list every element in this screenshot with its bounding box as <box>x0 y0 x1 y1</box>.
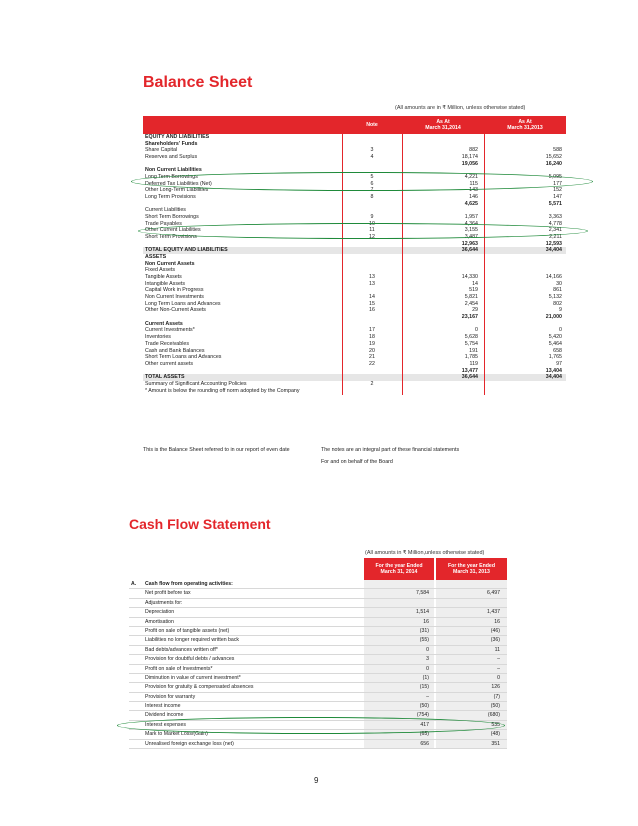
row-label: Current Liabilities <box>145 207 186 214</box>
row-value-2014: (31) <box>419 627 429 634</box>
header-blank-cell <box>143 116 342 134</box>
row-label: Mark to Market Loss/(Gain) <box>145 731 208 738</box>
row-label: Diminution in value of current investment* <box>145 674 241 681</box>
row-value-2013: 535 <box>491 721 500 728</box>
balance-sheet-row <box>143 374 566 381</box>
balance-sheet-row <box>143 274 566 281</box>
row-value-2014: 12,963 <box>461 240 478 247</box>
row-value-2013: 4,778 <box>548 220 562 227</box>
row-label: Other current assets <box>145 360 193 367</box>
row-label: Interest income <box>145 703 181 710</box>
row-value-2013: (46) <box>490 627 500 634</box>
row-label: Short Term Borrowings <box>145 214 199 221</box>
row-value-2013: 14,166 <box>545 274 562 281</box>
cash-flow-row <box>129 608 507 617</box>
row-label: Profit on sale of tangible assets (net) <box>145 627 230 634</box>
row-value-2013: 2,211 <box>549 234 562 241</box>
cf-header-col-2013: For the year Ended March 31, 2013 <box>436 558 507 580</box>
row-value-2013: – <box>497 656 500 663</box>
row-value-2013: 16 <box>494 618 500 625</box>
balance-sheet-row <box>143 207 566 214</box>
row-label: Current Investments* <box>145 327 195 334</box>
balance-sheet-row <box>143 314 566 321</box>
row-value-2014: 29 <box>472 307 478 314</box>
row-value-2014: 19,056 <box>461 160 478 167</box>
row-value-2013: (36) <box>490 637 500 644</box>
cf-header-col-2014: For the year Ended March 31, 2014 <box>364 558 434 580</box>
cash-flow-amounts-note: (All amounts in ₹ Million,unless otherwise stated) <box>365 550 485 556</box>
row-label: Share Capital <box>145 147 178 154</box>
row-value-2013: 0 <box>559 327 562 334</box>
row-value-2013: (7) <box>493 693 500 700</box>
row-label: Fixed Assets <box>145 267 176 274</box>
row-label: Current Assets <box>145 320 183 327</box>
row-label: Other Current Liabilities <box>145 227 201 234</box>
row-value-2013: 97 <box>556 360 562 367</box>
row-note: 11 <box>369 227 375 234</box>
balance-sheet-footer-cut: For and on behalf of the Board <box>321 459 393 463</box>
cash-flow-row <box>129 702 507 711</box>
row-value-2013: 13,404 <box>545 367 562 374</box>
row-value-2013: 6,497 <box>487 590 500 597</box>
row-note: 19 <box>369 340 375 347</box>
row-value-2013: (48) <box>490 731 500 738</box>
row-label: Depreciation <box>145 609 175 616</box>
row-value-2014: 2,454 <box>464 300 478 307</box>
row-value-2014: 519 <box>469 287 478 294</box>
row-value-2014: 3 <box>426 656 429 663</box>
row-value-2013: 147 <box>553 194 562 201</box>
row-label: Cash flow from operating activities: <box>145 581 233 587</box>
balance-sheet-row <box>143 214 566 221</box>
row-value-2013: 21,000 <box>545 314 562 321</box>
row-label: * Amount is below the rounding off norm adopted by the Company <box>145 387 300 394</box>
row-note: 4 <box>370 154 374 161</box>
cash-flow-row <box>129 683 507 692</box>
row-value-2013: 2,341 <box>548 227 562 234</box>
row-label: Capital Work in Progress <box>145 287 204 294</box>
cash-flow-row <box>129 580 507 589</box>
row-label: Short Term Provisions <box>145 234 197 241</box>
row-value-2014: 4,221 <box>464 174 478 181</box>
balance-sheet-row <box>143 201 566 208</box>
row-label: Provision for warranty <box>145 693 196 700</box>
cash-flow-row <box>129 655 507 664</box>
row-label: Non Current Liabilities <box>145 167 202 174</box>
row-label: Shareholders' Funds <box>145 140 198 147</box>
row-value-2014: 36,644 <box>461 374 478 381</box>
row-value-2014: 16 <box>423 618 429 625</box>
row-label: Long Term Loans and Advances <box>145 300 221 307</box>
row-note: 14 <box>369 294 375 301</box>
balance-sheet-row <box>143 321 566 328</box>
row-note: 7 <box>370 187 374 194</box>
column-divider <box>342 116 343 395</box>
row-label: Adjustments for: <box>145 599 183 606</box>
row-label: Amortisation <box>145 618 174 625</box>
row-label: Cash and Bank Balances <box>145 347 205 354</box>
row-value-2013: 152 <box>553 187 562 194</box>
row-value-2013: 30 <box>556 280 562 287</box>
cash-flow-title: Cash Flow Statement <box>129 516 271 532</box>
row-value-2014: 417 <box>420 721 429 728</box>
row-value-2014: 3,487 <box>464 234 478 241</box>
row-note: 18 <box>369 334 375 341</box>
row-value-2013: 5,132 <box>548 294 562 301</box>
row-label: Provision for gratuity & compensated absences <box>145 684 254 691</box>
row-label: Short Term Loans and Advances <box>145 354 222 361</box>
row-value-2014: (1) <box>422 674 429 681</box>
row-value-2013: 861 <box>553 287 562 294</box>
row-value-2014: 14,330 <box>461 274 478 281</box>
highlight-ellipse-long-term-borrowings <box>131 172 593 191</box>
balance-sheet-row <box>143 154 566 161</box>
balance-sheet-row <box>143 388 566 395</box>
row-value-2014: 3,155 <box>464 227 478 234</box>
row-value-2013: 177 <box>553 180 562 187</box>
row-note: 17 <box>369 327 375 334</box>
row-value-2014: 1,957 <box>464 214 478 221</box>
balance-sheet-row <box>143 161 566 168</box>
cash-flow-row <box>129 599 507 608</box>
row-value-2014: 5,754 <box>464 340 478 347</box>
cash-flow-row <box>129 636 507 645</box>
row-value-2014: 882 <box>469 147 478 154</box>
row-label: Provision for doubtful debts / advances <box>145 656 235 663</box>
row-value-2013: 588 <box>553 147 562 154</box>
balance-sheet-title: Balance Sheet <box>143 74 253 91</box>
balance-sheet-row <box>143 261 566 268</box>
row-value-2013: 9 <box>559 307 562 314</box>
balance-sheet-row <box>143 194 566 201</box>
cash-flow-row <box>129 589 507 598</box>
row-value-2014: 0 <box>426 665 429 672</box>
balance-sheet-table <box>143 116 566 394</box>
row-note: 22 <box>369 360 375 367</box>
balance-sheet-row <box>143 267 566 274</box>
balance-sheet-row <box>143 327 566 334</box>
row-value-2013: 16,240 <box>545 160 562 167</box>
row-label: ASSETS <box>145 254 167 261</box>
balance-sheet-row <box>143 301 566 308</box>
row-label: Deferred Tax Liabilities (Net) <box>145 180 212 187</box>
row-label: Liabilities no longer required written back <box>145 637 240 644</box>
balance-sheet-header <box>143 116 566 134</box>
row-label: Net profit before tax <box>145 590 191 597</box>
row-note: 6 <box>370 180 374 187</box>
row-value-2014: 13,477 <box>461 367 478 374</box>
row-value-2013: 1,437 <box>487 609 500 616</box>
row-value-2014: 18,174 <box>461 154 478 161</box>
row-note: 20 <box>369 347 375 354</box>
balance-sheet-row <box>143 334 566 341</box>
row-value-2013: 3,363 <box>548 214 562 221</box>
row-value-2014: 0 <box>426 646 429 653</box>
row-value-2014: – <box>426 693 429 700</box>
value-cell-bg <box>436 599 507 607</box>
balance-sheet-row <box>143 241 566 248</box>
balance-sheet-footer-left: This is the Balance Sheet referred to in our report of even date <box>143 447 290 453</box>
column-divider <box>402 116 403 395</box>
balance-sheet-row <box>143 307 566 314</box>
row-label: Dividend income <box>145 712 184 719</box>
row-label: Tangible Assets <box>145 274 182 281</box>
balance-sheet-row <box>143 341 566 348</box>
row-value-2014: (50) <box>419 703 429 710</box>
row-value-2013: 658 <box>553 347 562 354</box>
header-note: Note <box>342 116 402 134</box>
row-note: 13 <box>369 280 375 287</box>
row-value-2014: (754) <box>416 712 429 719</box>
value-cell-bg <box>364 599 434 607</box>
row-value-2014: 1,514 <box>416 609 429 616</box>
row-note: 16 <box>369 307 375 314</box>
row-label: Bad debts/advances written off* <box>145 646 218 653</box>
balance-sheet-row <box>143 287 566 294</box>
row-note: 8 <box>370 194 374 201</box>
header-col-2014: As At March 31,2014 <box>402 116 484 134</box>
balance-sheet-row <box>143 134 566 141</box>
value-cell-bg <box>436 580 507 588</box>
row-note: 13 <box>369 274 375 281</box>
row-value-2014: (65) <box>419 731 429 738</box>
row-label: Interest expenses <box>145 721 186 728</box>
row-note: 21 <box>369 354 375 361</box>
row-note: 3 <box>370 147 374 154</box>
row-label: Non Current Assets <box>145 260 195 267</box>
row-value-2014: 115 <box>469 180 478 187</box>
row-value-2013: 351 <box>491 740 500 747</box>
balance-sheet-row <box>143 147 566 154</box>
highlight-ellipse-interest-expenses <box>117 717 505 734</box>
row-value-2013: (680) <box>487 712 500 719</box>
balance-sheet-amounts-note: (All amounts are in ₹ Million, unless otherwise stated) <box>395 105 526 111</box>
balance-sheet-row <box>143 254 566 261</box>
row-label: Summary of Significant Accounting Policies <box>145 380 247 387</box>
balance-sheet-row <box>143 141 566 148</box>
row-value-2014: 656 <box>420 740 429 747</box>
header-col-2013: As At March 31,2013 <box>484 116 566 134</box>
balance-sheet-row <box>143 281 566 288</box>
row-value-2014: 5,628 <box>464 334 478 341</box>
balance-sheet-row <box>143 354 566 361</box>
row-label: Long Term Provisions <box>145 194 196 201</box>
row-label: Inventories <box>145 334 171 341</box>
page-number: 9 <box>314 776 319 785</box>
row-value-2014: (55) <box>419 637 429 644</box>
row-value-2013: 15,652 <box>545 154 562 161</box>
row-value-2013: 11 <box>494 646 500 653</box>
row-label: Other Long-Term Liabilities <box>145 187 209 194</box>
row-value-2014: 7,584 <box>416 590 429 597</box>
row-value-2013: 34,404 <box>545 374 562 381</box>
row-label: Trade Payables <box>145 220 182 227</box>
row-note: 9 <box>370 214 374 221</box>
row-label: Intangible Assets <box>145 280 186 287</box>
cash-flow-row <box>129 665 507 674</box>
row-label: Reserves and Surplus <box>145 154 198 161</box>
cash-flow-row <box>129 618 507 627</box>
row-value-2013: 0 <box>497 674 500 681</box>
row-section: A. <box>131 581 137 587</box>
row-value-2013: 34,404 <box>545 247 562 254</box>
balance-sheet-row <box>143 348 566 355</box>
row-value-2014: 4,625 <box>464 200 478 207</box>
row-label: Long Term Borrowings <box>145 174 198 181</box>
cash-flow-header <box>129 558 507 580</box>
column-divider <box>484 116 485 395</box>
row-value-2014: 0 <box>475 327 478 334</box>
cash-flow-row <box>129 674 507 683</box>
row-value-2014: 1,785 <box>464 354 478 361</box>
row-label: Profit on sale of Investments* <box>145 665 213 672</box>
row-label: Unrealised foreign exchange loss (net) <box>145 740 234 747</box>
value-cell-bg <box>364 580 434 588</box>
balance-sheet-row <box>143 294 566 301</box>
row-value-2014: 4,364 <box>464 220 478 227</box>
row-value-2013: 5,571 <box>548 200 562 207</box>
row-note: 15 <box>369 300 375 307</box>
row-value-2014: 36,644 <box>461 247 478 254</box>
row-value-2014: 146 <box>469 194 478 201</box>
row-value-2014: 143 <box>469 187 478 194</box>
cash-flow-row <box>129 627 507 636</box>
balance-sheet-row <box>143 361 566 368</box>
row-value-2014: 191 <box>469 347 478 354</box>
row-value-2013: – <box>497 665 500 672</box>
row-value-2013: 802 <box>553 300 562 307</box>
row-value-2014: 23,167 <box>461 314 478 321</box>
row-label: Trade Receivables <box>145 340 189 347</box>
row-value-2013: 5,420 <box>548 334 562 341</box>
cash-flow-row <box>129 646 507 655</box>
balance-sheet-row <box>143 368 566 375</box>
balance-sheet-footer-right: The notes are an integral part of these financial statements <box>321 447 460 453</box>
row-label: Non Current Investments <box>145 294 204 301</box>
highlight-ellipse-short-term-borrowings <box>138 220 588 239</box>
row-label: TOTAL EQUITY AND LIABILITIES <box>145 247 228 254</box>
balance-sheet-row <box>143 247 566 254</box>
row-value-2013: (50) <box>490 703 500 710</box>
row-note: 2 <box>370 380 374 387</box>
row-value-2013: 126 <box>491 684 500 691</box>
row-value-2014: 14 <box>472 280 478 287</box>
row-value-2014: (15) <box>419 684 429 691</box>
row-note: 5 <box>370 174 374 181</box>
row-label: TOTAL ASSETS <box>145 374 185 381</box>
row-value-2014: 119 <box>469 360 478 367</box>
row-value-2013: 12,593 <box>545 240 562 247</box>
row-value-2014: 5,821 <box>464 294 478 301</box>
balance-sheet-row <box>143 381 566 388</box>
row-value-2013: 5,464 <box>548 340 562 347</box>
row-note: 10 <box>369 220 375 227</box>
cash-flow-row <box>129 740 507 749</box>
row-value-2013: 5,095 <box>548 174 562 181</box>
cash-flow-row <box>129 693 507 702</box>
row-label: Other Non-Current Assets <box>145 307 206 314</box>
row-label: EQUITY AND LIABILITIES <box>145 134 210 140</box>
row-note: 12 <box>369 234 375 241</box>
row-value-2013: 1,765 <box>548 354 562 361</box>
